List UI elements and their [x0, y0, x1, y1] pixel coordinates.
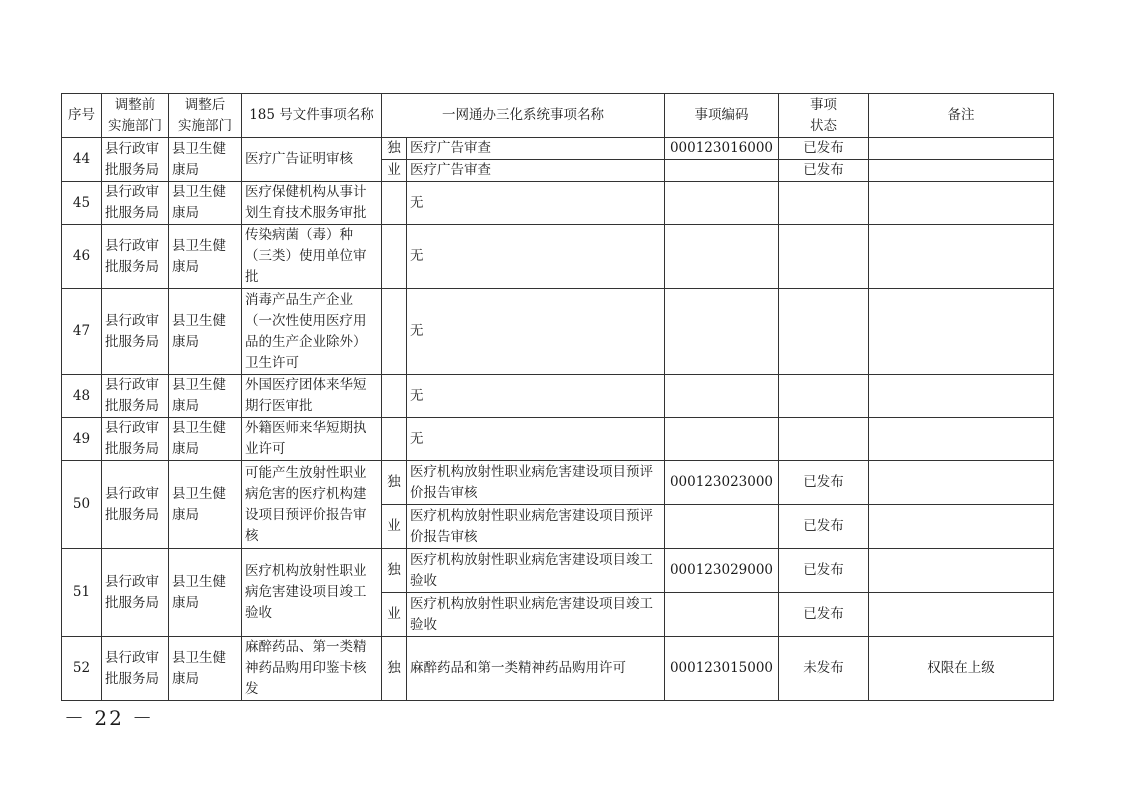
table-row — [62, 182, 1054, 225]
cell-status: 已发布 — [779, 549, 869, 593]
cell-system-name: 无 — [407, 182, 665, 225]
cell-note — [869, 225, 1054, 289]
cell-mark: 独 — [382, 549, 407, 593]
cell-before-dept: 县行政审 批服务局 — [102, 418, 169, 461]
cell-code — [665, 160, 779, 182]
cell-mark: 独 — [382, 637, 407, 701]
cell-seq: 48 — [62, 375, 102, 418]
cell-note: 权限在上级 — [869, 637, 1054, 701]
cell-mark: 业 — [382, 160, 407, 182]
cell-note — [869, 549, 1054, 593]
cell-mark — [382, 418, 407, 461]
cell-note — [869, 375, 1054, 418]
cell-system-name: 医疗广告审查 — [407, 160, 665, 182]
cell-code — [665, 289, 779, 375]
cell-before-dept: 县行政审 批服务局 — [102, 289, 169, 375]
cell-185-name: 医疗广告证明审核 — [242, 138, 382, 182]
cell-status: 已发布 — [779, 160, 869, 182]
cell-system-name: 医疗机构放射性职业病危害建设项目竣工验收 — [407, 593, 665, 637]
table-row — [62, 289, 1054, 375]
cell-seq: 46 — [62, 225, 102, 289]
cell-status: 已发布 — [779, 461, 869, 505]
table-row — [62, 225, 1054, 289]
cell-185-name: 医疗机构放射性职业病危害建设项目竣工验收 — [242, 549, 382, 637]
header-system-name: 一网通办三化系统事项名称 — [382, 94, 665, 138]
table-row — [62, 549, 1054, 593]
cell-note — [869, 182, 1054, 225]
cell-code: 000123015000 — [665, 637, 779, 701]
cell-code — [665, 182, 779, 225]
cell-before-dept: 县行政审 批服务局 — [102, 225, 169, 289]
table-body — [62, 138, 1054, 701]
cell-seq: 49 — [62, 418, 102, 461]
cell-seq: 44 — [62, 138, 102, 182]
cell-status — [779, 289, 869, 375]
table-row — [62, 375, 1054, 418]
header-code: 事项编码 — [665, 94, 779, 138]
cell-mark: 独 — [382, 138, 407, 160]
cell-mark — [382, 375, 407, 418]
cell-before-dept: 县行政审 批服务局 — [102, 182, 169, 225]
cell-seq: 52 — [62, 637, 102, 701]
cell-after-dept: 县卫生健 康局 — [169, 289, 242, 375]
cell-after-dept: 县卫生健 康局 — [169, 375, 242, 418]
cell-note — [869, 593, 1054, 637]
cell-185-name: 外籍医师来华短期执业许可 — [242, 418, 382, 461]
cell-after-dept: 县卫生健 康局 — [169, 418, 242, 461]
cell-status: 已发布 — [779, 505, 869, 549]
cell-seq: 47 — [62, 289, 102, 375]
document-table — [61, 93, 1054, 701]
cell-system-name: 无 — [407, 289, 665, 375]
cell-status: 已发布 — [779, 593, 869, 637]
cell-185-name: 医疗保健机构从事计划生育技术服务审批 — [242, 182, 382, 225]
cell-status — [779, 418, 869, 461]
page-number: － 22 － — [64, 706, 155, 730]
cell-note — [869, 289, 1054, 375]
header-status: 事项 状态 — [779, 94, 869, 138]
cell-note — [869, 160, 1054, 182]
cell-185-name: 可能产生放射性职业病危害的医疗机构建设项目预评价报告审核 — [242, 461, 382, 549]
cell-after-dept: 县卫生健 康局 — [169, 225, 242, 289]
cell-system-name: 医疗机构放射性职业病危害建设项目竣工验收 — [407, 549, 665, 593]
cell-mark — [382, 289, 407, 375]
cell-status — [779, 375, 869, 418]
cell-system-name: 无 — [407, 225, 665, 289]
cell-after-dept: 县卫生健 康局 — [169, 182, 242, 225]
cell-code: 000123029000 — [665, 549, 779, 593]
cell-code — [665, 225, 779, 289]
cell-before-dept: 县行政审 批服务局 — [102, 138, 169, 182]
cell-seq: 51 — [62, 549, 102, 637]
cell-status — [779, 225, 869, 289]
cell-after-dept: 县卫生健 康局 — [169, 637, 242, 701]
cell-system-name: 无 — [407, 418, 665, 461]
cell-185-name: 传染病菌（毒）种（三类）使用单位审批 — [242, 225, 382, 289]
cell-system-name: 医疗机构放射性职业病危害建设项目预评价报告审核 — [407, 461, 665, 505]
cell-mark: 业 — [382, 505, 407, 549]
cell-before-dept: 县行政审 批服务局 — [102, 461, 169, 549]
cell-note — [869, 138, 1054, 160]
cell-code — [665, 593, 779, 637]
cell-code: 000123023000 — [665, 461, 779, 505]
cell-185-name: 外国医疗团体来华短期行医审批 — [242, 375, 382, 418]
cell-code — [665, 418, 779, 461]
cell-before-dept: 县行政审 批服务局 — [102, 637, 169, 701]
cell-after-dept: 县卫生健 康局 — [169, 461, 242, 549]
cell-status: 已发布 — [779, 138, 869, 160]
header-after-dept: 调整后 实施部门 — [169, 94, 242, 138]
cell-system-name: 医疗广告审查 — [407, 138, 665, 160]
cell-code — [665, 375, 779, 418]
cell-before-dept: 县行政审 批服务局 — [102, 375, 169, 418]
header-note: 备注 — [869, 94, 1054, 138]
cell-system-name: 医疗机构放射性职业病危害建设项目预评价报告审核 — [407, 505, 665, 549]
cell-code: 000123016000 — [665, 138, 779, 160]
cell-note — [869, 418, 1054, 461]
table-row — [62, 138, 1054, 160]
cell-mark: 业 — [382, 593, 407, 637]
cell-system-name: 无 — [407, 375, 665, 418]
table-row — [62, 418, 1054, 461]
cell-mark — [382, 182, 407, 225]
cell-status: 未发布 — [779, 637, 869, 701]
cell-seq: 45 — [62, 182, 102, 225]
cell-before-dept: 县行政审 批服务局 — [102, 549, 169, 637]
table-row — [62, 461, 1054, 505]
cell-system-name: 麻醉药品和第一类精神药品购用许可 — [407, 637, 665, 701]
cell-after-dept: 县卫生健 康局 — [169, 549, 242, 637]
cell-185-name: 麻醉药品、第一类精神药品购用印鉴卡核发 — [242, 637, 382, 701]
header-before-dept: 调整前 实施部门 — [102, 94, 169, 138]
table-row — [62, 637, 1054, 701]
cell-185-name: 消毒产品生产企业（一次性使用医疗用品的生产企业除外）卫生许可 — [242, 289, 382, 375]
cell-mark — [382, 225, 407, 289]
cell-status — [779, 182, 869, 225]
cell-after-dept: 县卫生健 康局 — [169, 138, 242, 182]
cell-code — [665, 505, 779, 549]
cell-note — [869, 461, 1054, 505]
header-row — [62, 94, 1054, 138]
header-185-name: 185 号文件事项名称 — [242, 94, 382, 138]
header-seq: 序号 — [62, 94, 102, 138]
cell-mark: 独 — [382, 461, 407, 505]
cell-note — [869, 505, 1054, 549]
cell-seq: 50 — [62, 461, 102, 549]
